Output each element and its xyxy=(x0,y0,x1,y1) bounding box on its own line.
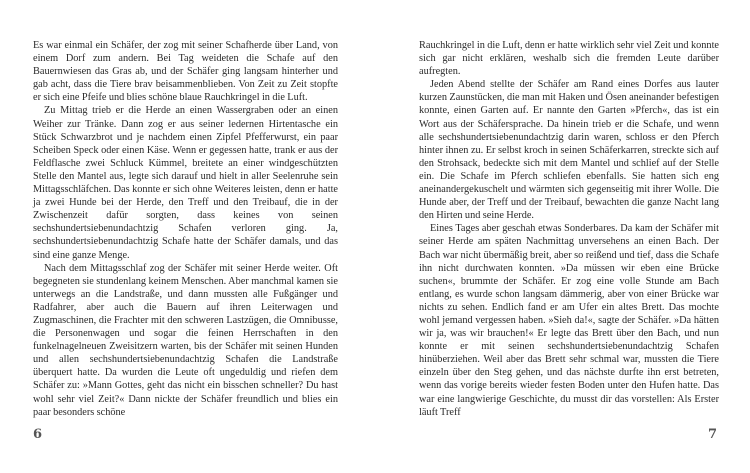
right-page-text xyxy=(419,39,719,419)
paragraph: Eines Tages aber geschah etwas Sonderbares. Da kam der Schäfer mit seiner Herde am späten Nachmittag unversehens an einen Bach. Der Bach war nicht übermäßig breit, aber so reißend und tief, dass die Schafe ihn nicht durchwaten konnten. »Da müssen wir eben eine Brücke suchen«, brummte der Schäfer. Er zog eine volle Stunde am Bach entlang, es wurde schon langsam dämmerig, aber von einer Brücke war nichts zu sehen. Endlich fand er am Ufer ein altes Brett. Das mochte wohl jemand vergessen haben. »Sieh da!«, sagte der Schäfer. »Da hätten wir ja, was wir brauchen!« Er legte das Brett über den Bach, und nun konnte er mit seinen sechshundertsiebenundachtzig Schafen hinüberziehen. Weil aber das Brett sehr schmal war, mussten die Tiere einzeln über den Steg gehen, und das nächste durfte ihn erst betreten, wenn das vorige bereits wieder festen Boden unter den Hufen hatte. Das war eine langwierige Geschichte, du musst dir das vorstellen: Als Erster läuft Treff xyxy=(419,223,719,418)
paragraph: Zu Mittag trieb er die Herde an einen Wassergraben oder an einen Weiher zur Tränke. Dann zog er aus seiner ledernen Hirtentasche ein Stück Schwarzbrot und je nachdem einen Zipfel Pfefferwurst, ein paar Scheiben Speck oder einen Käse. Wenn er gegessen hatte, trank er aus der Feldflasche zwei Schluck Kümmel, breitete an einer windgeschützten Stelle den Mantel aus, legte sich darauf und hielt in aller Seelenruhe sein Mittagsschläfchen. Das konnte er sich ohne Weiteres leisten, denn er hatte ja zwei Hunde bei der Herde, den Treff und den Treibauf, die in der Zwischenzeit dafür sorgten, dass keines von seinen sechshundertsiebenundachtzig Schafen verloren ging. Ja, sechshundertsiebenundachtzig Schafe hatte der Schäfer damals, und das sind eine ganze Menge. xyxy=(33,105,338,261)
page-number: 7 xyxy=(708,427,718,442)
paragraph: Jeden Abend stellte der Schäfer am Rand eines Dorfes aus lauter kurzen Zaunstücken, die man mit Haken und Ösen aneinander befestigen konnte, einen Garten auf. Er nannte den Garten »Pferch«, das ist ein Wort aus der Schäfersprache. Da hinein trieb er die Schafe, und wenn alle sechshundertsiebenundachtzig darin waren, schloss er den Pferch hinter ihnen zu. Er selbst kroch in seinen Schäferkarren, streckte sich auf den Strohsack, bedeckte sich mit dem Mantel und schlief auf der Stelle ein. Die Schafe im Pferch schliefen ebenfalls. Sie hatten sich eng aneinandergekuschelt und wärmten sich gegenseitig mit ihrer Wolle. Die Hunde aber, der Treff und der Treibauf, bewachten die ganze Nacht lang den Hirten und seine Herde. xyxy=(419,79,719,222)
paragraph: Es war einmal ein Schäfer, der zog mit seiner Schafherde über Land, von einem Dorf zum andern. Bei Tag weideten die Schafe auf den Bauernwiesen das Gras ab, und der Schäfer ging langsam hinterher und gab acht, dass die Tiere brav beisammenblieben. Von Zeit zu Zeit stopfte er sich eine Pfeife und blies schöne blaue Rauchkringel in die Luft. xyxy=(33,40,338,104)
page-number: 6 xyxy=(33,427,43,442)
left-page-text xyxy=(33,39,338,419)
paragraph: Nach dem Mittagsschlaf zog der Schäfer mit seiner Herde weiter. Oft begegneten sie stundenlang keinem Menschen. Aber manchmal kamen sie unterwegs an die Landstraße, und dann mussten alle Fußgänger und Radfahrer, aber auch die Bauern auf ihren Leiterwagen und Zugmaschinen, die Frachter mit den schweren Lastzügen, die Omnibusse, die Personenwagen und sogar die feinen Herrschaften in den funkelnagelneuen Zweisitzern warten, bis der Schäfer mit seinen Hunden und allen sechshundertsiebenundachtzig Schafen die Landstraße überquert hatte. Da wurden die Leute oft ungeduldig und riefen dem Schäfer zu: »Mann Gottes, geht das nicht ein bisschen schneller? Du hast wohl sehr viel Zeit?« Dann nickte der Schäfer freundlich und blies ein paar besonders schöne xyxy=(33,262,338,418)
paragraph: Rauchkringel in die Luft, denn er hatte wirklich sehr viel Zeit und konnte sich gar nicht erklären, weshalb sich die fremden Leute darüber aufregten. xyxy=(419,40,719,78)
right-page xyxy=(375,0,750,473)
